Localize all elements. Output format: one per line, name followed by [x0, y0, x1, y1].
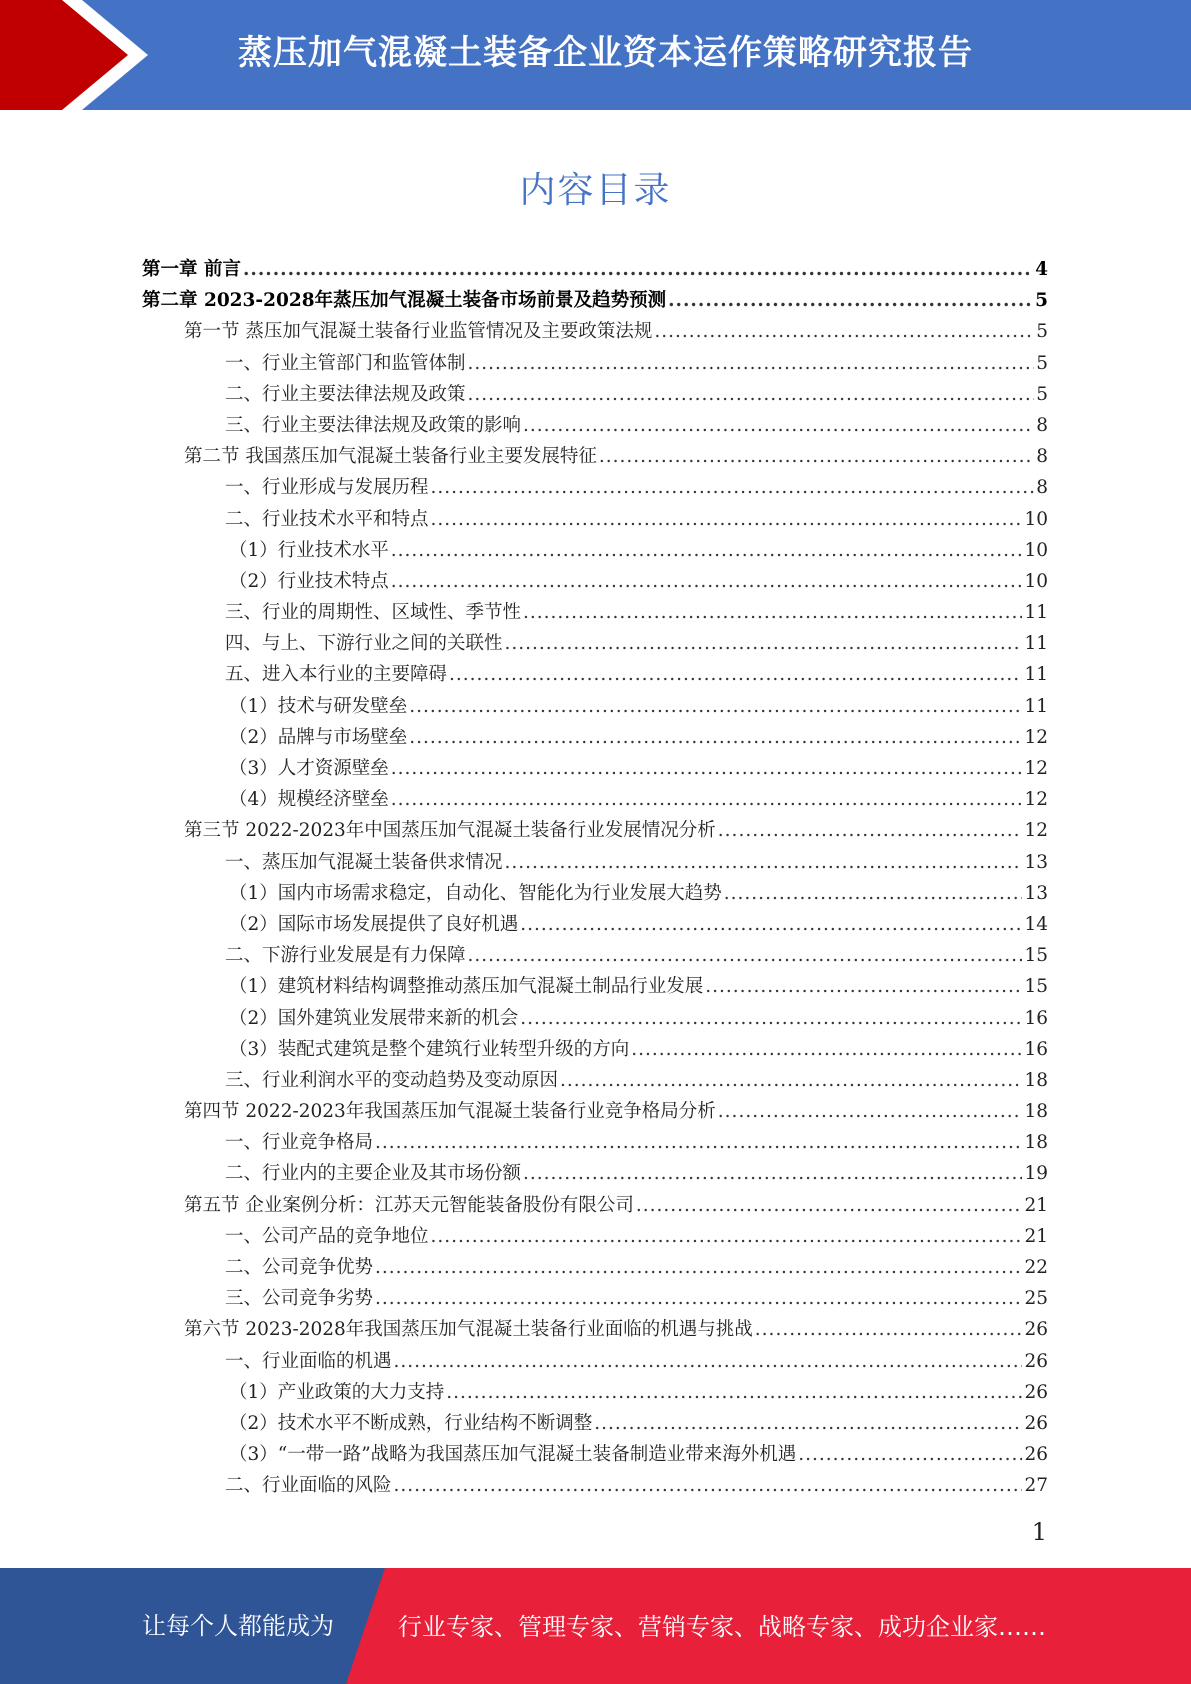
- toc-entry-page: 15: [1024, 945, 1048, 967]
- toc-entry[interactable]: [142, 441, 1048, 472]
- toc-dot-leader: [520, 909, 1022, 940]
- toc-entry-title: 第二节 我国蒸压加气混凝土装备行业主要发展特征: [184, 446, 597, 468]
- toc-entry-page: 14: [1024, 913, 1048, 935]
- toc-entry[interactable]: [142, 691, 1048, 722]
- toc-entry[interactable]: [142, 722, 1048, 753]
- toc-entry-title: （1）建筑材料结构调整推动蒸压加气混凝土制品行业发展: [229, 976, 704, 998]
- toc-entry-title: （3）人才资源壁垒: [229, 758, 389, 779]
- report-title: 蒸压加气混凝土装备企业资本运作策略研究报告: [238, 33, 973, 73]
- toc-heading: 内容目录: [519, 170, 672, 211]
- toc-entry[interactable]: [142, 1034, 1048, 1065]
- toc-entry-page: 21: [1024, 1225, 1048, 1247]
- table-of-contents: [142, 254, 1048, 1502]
- toc-dot-leader: [654, 316, 1034, 347]
- toc-dot-leader: [636, 1190, 1023, 1221]
- toc-dot-leader: [394, 1470, 1023, 1501]
- toc-entry-page: 26: [1024, 1412, 1048, 1434]
- toc-entry-title: 一、行业形成与发展历程: [225, 477, 429, 499]
- toc-entry-title: 一、行业面临的机遇: [225, 1350, 392, 1372]
- toc-entry-title: （2）行业技术特点: [229, 570, 389, 592]
- toc-dot-leader: [409, 722, 1022, 753]
- toc-entry[interactable]: [142, 909, 1048, 940]
- toc-entry-title: （2）国外建筑业发展带来新的机会: [229, 1007, 519, 1029]
- toc-entry-title: （2）国际市场发展提供了良好机遇: [229, 913, 519, 935]
- toc-entry[interactable]: [142, 1003, 1048, 1034]
- toc-entry-page: 18: [1024, 1132, 1048, 1154]
- toc-entry-title: 三、公司竞争劣势: [225, 1288, 374, 1310]
- toc-entry-title: 第四节 2022-2023年我国蒸压加气混凝土装备行业竞争格局分析: [184, 1101, 716, 1123]
- toc-dot-leader: [394, 1346, 1023, 1377]
- toc-dot-leader: [523, 410, 1034, 441]
- toc-entry-page: 12: [1024, 789, 1048, 811]
- toc-dot-leader: [523, 597, 1022, 628]
- toc-entry-title: 五、进入本行业的主要障碍: [225, 664, 448, 686]
- toc-entry-page: 15: [1024, 976, 1048, 998]
- toc-entry-page: 8: [1036, 414, 1048, 436]
- toc-entry[interactable]: [142, 1127, 1048, 1158]
- toc-dot-leader: [505, 628, 1023, 659]
- toc-entry-page: 11: [1024, 602, 1048, 624]
- toc-dot-leader: [431, 1221, 1023, 1252]
- toc-entry-title: （1）产业政策的大力支持: [229, 1381, 445, 1403]
- toc-entry-page: 26: [1024, 1319, 1048, 1341]
- toc-entry[interactable]: [142, 1096, 1048, 1127]
- toc-entry[interactable]: [142, 410, 1048, 441]
- toc-entry[interactable]: [142, 504, 1048, 535]
- toc-entry-page: 13: [1024, 851, 1048, 873]
- toc-dot-leader: [243, 254, 1033, 285]
- toc-entry-page: 12: [1024, 758, 1048, 779]
- toc-entry-title: （3）装配式建筑是整个建筑行业转型升级的方向: [229, 1038, 630, 1060]
- toc-entry[interactable]: [142, 1314, 1048, 1345]
- toc-dot-leader: [409, 691, 1022, 722]
- toc-entry-title: 一、蒸压加气混凝土装备供求情况: [225, 851, 503, 873]
- toc-entry-title: （2）品牌与市场壁垒: [229, 726, 408, 748]
- toc-entry-page: 11: [1024, 664, 1048, 686]
- toc-entry-title: （1）技术与研发壁垒: [229, 695, 408, 717]
- toc-entry-page: 21: [1024, 1194, 1048, 1216]
- toc-entry-page: 16: [1024, 1007, 1048, 1029]
- toc-entry[interactable]: [142, 535, 1048, 566]
- toc-entry-page: 26: [1024, 1350, 1048, 1372]
- toc-entry-title: 二、行业主要法律法规及政策: [225, 383, 466, 405]
- toc-entry[interactable]: [142, 1408, 1048, 1439]
- toc-entry[interactable]: [142, 1377, 1048, 1408]
- toc-entry-page: 8: [1036, 477, 1048, 499]
- toc-entry-page: 12: [1024, 726, 1048, 748]
- toc-dot-leader: [755, 1314, 1023, 1345]
- toc-dot-leader: [391, 535, 1023, 566]
- toc-entry-page: 11: [1024, 633, 1048, 655]
- toc-entry-title: 三、行业利润水平的变动趋势及变动原因: [225, 1069, 559, 1091]
- toc-dot-leader: [391, 566, 1023, 597]
- toc-entry-title: 一、公司产品的竞争地位: [225, 1225, 429, 1247]
- toc-dot-leader: [391, 784, 1023, 815]
- toc-dot-leader: [468, 379, 1035, 410]
- toc-entry-page: 22: [1024, 1257, 1048, 1278]
- toc-entry[interactable]: [142, 878, 1048, 909]
- toc-entry[interactable]: [142, 1346, 1048, 1377]
- toc-entry-page: 11: [1024, 695, 1048, 717]
- toc-dot-leader: [375, 1283, 1022, 1314]
- header-band: [0, 0, 1191, 110]
- toc-entry[interactable]: [142, 1470, 1048, 1501]
- toc-entry-page: 16: [1024, 1038, 1048, 1060]
- toc-entry-page: 5: [1036, 352, 1048, 374]
- toc-entry[interactable]: [142, 659, 1048, 690]
- footer-band: [0, 1568, 1191, 1684]
- toc-dot-leader: [724, 878, 1023, 909]
- toc-entry-page: 12: [1024, 820, 1048, 842]
- toc-entry-title: 一、行业主管部门和监管体制: [225, 352, 466, 374]
- toc-dot-leader: [718, 815, 1023, 846]
- toc-dot-leader: [505, 847, 1023, 878]
- toc-dot-leader: [391, 753, 1023, 784]
- toc-entry[interactable]: [142, 1221, 1048, 1252]
- toc-dot-leader: [468, 348, 1035, 379]
- toc-dot-leader: [798, 1439, 1022, 1470]
- toc-entry-title: 第一章 前言: [142, 259, 241, 280]
- toc-dot-leader: [668, 285, 1033, 316]
- toc-dot-leader: [560, 1065, 1022, 1096]
- toc-entry-page: 8: [1036, 446, 1048, 468]
- toc-entry-title: 二、下游行业发展是有力保障: [225, 945, 466, 967]
- toc-entry[interactable]: [142, 1065, 1048, 1096]
- toc-entry[interactable]: [142, 379, 1048, 410]
- toc-entry[interactable]: [142, 285, 1048, 316]
- toc-entry-title: 第二章 2023-2028年蒸压加气混凝土装备市场前景及趋势预测: [142, 290, 667, 312]
- toc-dot-leader: [520, 1003, 1022, 1034]
- toc-entry[interactable]: [142, 753, 1048, 784]
- toc-entry[interactable]: [142, 472, 1048, 503]
- toc-dot-leader: [431, 504, 1023, 535]
- toc-entry-title: 第一节 蒸压加气混凝土装备行业监管情况及主要政策法规: [184, 321, 653, 343]
- toc-entry-title: （1）国内市场需求稳定，自动化、智能化为行业发展大趋势: [229, 882, 722, 904]
- toc-entry-title: 三、行业主要法律法规及政策的影响: [225, 414, 522, 436]
- toc-entry[interactable]: [142, 1190, 1048, 1221]
- toc-entry-page: 18: [1024, 1069, 1048, 1091]
- toc-entry-title: （1）行业技术水平: [229, 539, 389, 561]
- toc-entry-title: 第五节 企业案例分析：江苏天元智能装备股份有限公司: [184, 1194, 634, 1216]
- toc-dot-leader: [468, 940, 1023, 971]
- toc-entry-page: 5: [1036, 383, 1048, 405]
- toc-entry-title: 二、行业内的主要企业及其市场份额: [225, 1163, 522, 1185]
- toc-entry-page: 18: [1024, 1101, 1048, 1123]
- toc-entry[interactable]: [142, 566, 1048, 597]
- toc-dot-leader: [375, 1127, 1022, 1158]
- toc-entry-title: 四、与上、下游行业之间的关联性: [225, 633, 503, 655]
- toc-entry[interactable]: [142, 847, 1048, 878]
- toc-entry-title: 第六节 2023-2028年我国蒸压加气混凝土装备行业面临的机遇与挑战: [184, 1319, 753, 1341]
- toc-entry-title: 一、行业竞争格局: [225, 1132, 374, 1154]
- toc-dot-leader: [523, 1158, 1022, 1189]
- toc-entry-page: 5: [1035, 290, 1048, 312]
- toc-entry[interactable]: [142, 597, 1048, 628]
- toc-dot-leader: [375, 1252, 1022, 1283]
- toc-entry-page: 4: [1035, 259, 1048, 280]
- toc-entry-page: 26: [1024, 1381, 1048, 1403]
- toc-dot-leader: [705, 971, 1022, 1002]
- toc-entry-title: 二、公司竞争优势: [225, 1257, 374, 1278]
- toc-entry[interactable]: [142, 971, 1048, 1002]
- toc-dot-leader: [594, 1408, 1022, 1439]
- footer-slogan-right: 行业专家、管理专家、营销专家、战略专家、成功企业家……: [398, 1613, 1046, 1641]
- toc-entry[interactable]: [142, 1158, 1048, 1189]
- toc-dot-leader: [446, 1377, 1022, 1408]
- toc-entry-title: （2）技术水平不断成熟，行业结构不断调整: [229, 1412, 593, 1434]
- toc-entry[interactable]: [142, 784, 1048, 815]
- toc-entry-page: 19: [1024, 1163, 1048, 1185]
- toc-entry[interactable]: [142, 348, 1048, 379]
- toc-entry-page: 13: [1024, 882, 1048, 904]
- toc-entry-page: 10: [1024, 570, 1048, 592]
- toc-entry-page: 10: [1024, 539, 1048, 561]
- toc-entry-title: （3）“一带一路”战略为我国蒸压加气混凝土装备制造业带来海外机遇: [229, 1444, 797, 1466]
- toc-entry-title: 二、行业技术水平和特点: [225, 508, 429, 530]
- toc-entry[interactable]: [142, 1283, 1048, 1314]
- toc-dot-leader: [631, 1034, 1022, 1065]
- toc-entry-page: 27: [1024, 1475, 1048, 1497]
- toc-entry-page: 5: [1036, 321, 1048, 343]
- toc-entry-title: 二、行业面临的风险: [225, 1475, 392, 1497]
- toc-entry[interactable]: [142, 254, 1048, 285]
- toc-dot-leader: [599, 441, 1034, 472]
- toc-entry[interactable]: [142, 1252, 1048, 1283]
- toc-entry[interactable]: [142, 940, 1048, 971]
- toc-entry-page: 10: [1024, 508, 1048, 530]
- toc-entry[interactable]: [142, 628, 1048, 659]
- footer-slogan-left: 让每个人都能成为: [142, 1612, 334, 1640]
- toc-entry[interactable]: [142, 316, 1048, 347]
- toc-entry-page: 26: [1024, 1444, 1048, 1466]
- toc-dot-leader: [431, 472, 1035, 503]
- toc-entry-title: 三、行业的周期性、区域性、季节性: [225, 602, 522, 624]
- toc-entry[interactable]: [142, 815, 1048, 846]
- toc-entry-title: （4）规模经济壁垒: [229, 789, 389, 811]
- toc-dot-leader: [449, 659, 1022, 690]
- toc-entry-title: 第三节 2022-2023年中国蒸压加气混凝土装备行业发展情况分析: [184, 820, 716, 842]
- toc-entry-page: 25: [1024, 1288, 1048, 1310]
- toc-dot-leader: [718, 1096, 1023, 1127]
- page-number: 1: [1031, 1518, 1047, 1546]
- toc-entry[interactable]: [142, 1439, 1048, 1470]
